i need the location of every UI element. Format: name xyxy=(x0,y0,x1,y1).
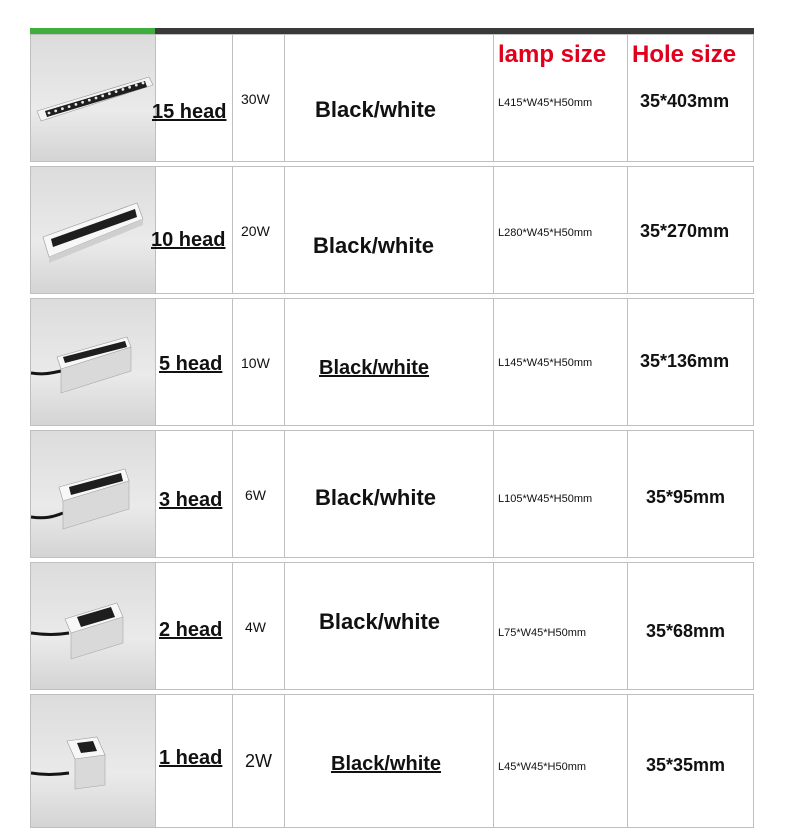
table-row xyxy=(30,166,754,294)
head-count-cell xyxy=(156,695,233,827)
hole-size-value: 35*136mm xyxy=(640,351,730,371)
hole-size-cell xyxy=(628,299,753,425)
wattage: 2W xyxy=(245,751,272,771)
led-dot xyxy=(142,82,145,85)
color-cell xyxy=(285,167,494,293)
led-dot xyxy=(61,107,64,110)
hole-size-cell xyxy=(628,695,753,827)
hole-size-value: 35*35mm xyxy=(646,755,726,775)
led-dot xyxy=(135,84,138,87)
hole-size-cell xyxy=(628,431,753,557)
head-count-cell xyxy=(152,35,233,161)
hole-size-cell xyxy=(628,167,753,293)
wattage: 10W xyxy=(241,355,270,371)
lamp-size-header: lamp size xyxy=(498,41,607,68)
lamp-size-cell xyxy=(494,35,628,161)
color-option: Black/white xyxy=(315,485,437,510)
wattage-cell xyxy=(233,695,285,827)
head-count-cell xyxy=(156,431,233,557)
product-image-cell xyxy=(31,563,156,689)
hole-size-cell xyxy=(628,35,753,161)
table-row xyxy=(30,34,754,162)
wattage: 20W xyxy=(241,223,270,239)
color-option: Black/white xyxy=(315,97,437,122)
wattage: 6W xyxy=(245,487,266,503)
hole-size-value: 35*270mm xyxy=(640,221,730,241)
color-cell xyxy=(285,35,494,161)
wattage-cell xyxy=(233,431,285,557)
lamp-size-cell xyxy=(494,563,628,689)
lamp-size-cell xyxy=(494,431,628,557)
led-dot xyxy=(115,90,118,93)
hole-size-value: 35*403mm xyxy=(640,91,730,111)
led-dot xyxy=(48,112,51,115)
head-count: 10 head xyxy=(151,229,226,251)
lamp-size-value: L45*W45*H50mm xyxy=(498,761,587,773)
color-cell xyxy=(285,299,494,425)
product-image-cell xyxy=(31,431,156,557)
lamp-size-cell xyxy=(494,167,628,293)
product-image-cell xyxy=(31,299,156,425)
wattage-cell xyxy=(233,299,285,425)
linear-lamp-2-image xyxy=(31,563,156,689)
head-count-cell xyxy=(156,563,233,689)
lamp-size-value: L280*W45*H50mm xyxy=(498,227,593,239)
product-image-cell xyxy=(31,35,156,161)
color-cell xyxy=(285,563,494,689)
linear-lamp-15-image xyxy=(31,35,156,161)
hole-size-value: 35*95mm xyxy=(646,487,726,507)
color-option: Black/white xyxy=(331,753,442,775)
lamp-size-value: L145*W45*H50mm xyxy=(498,357,593,369)
color-option: Black/white xyxy=(319,357,430,379)
wattage: 4W xyxy=(245,619,266,635)
color-cell xyxy=(285,695,494,827)
lamp-size-cell xyxy=(494,299,628,425)
table-row xyxy=(30,562,754,690)
head-count: 15 head xyxy=(152,101,227,123)
led-dot xyxy=(88,99,91,102)
led-dot xyxy=(68,105,71,108)
head-count-cell xyxy=(151,167,233,293)
wattage-cell xyxy=(233,167,285,293)
led-dot xyxy=(95,97,98,100)
head-count-cell xyxy=(156,299,233,425)
wattage-cell xyxy=(233,35,285,161)
hole-size-value: 35*68mm xyxy=(646,621,726,641)
head-count: 2 head xyxy=(159,619,223,641)
lamp-size-value: L415*W45*H50mm xyxy=(498,97,593,109)
led-dot xyxy=(81,101,84,104)
table-row xyxy=(30,298,754,426)
head-count: 3 head xyxy=(159,489,223,511)
linear-lamp-10-image xyxy=(31,167,156,293)
linear-lamp-3-image xyxy=(31,431,156,557)
lamp-size-value: L105*W45*H50mm xyxy=(498,493,593,505)
table-row xyxy=(30,430,754,558)
linear-lamp-5-image xyxy=(31,299,156,425)
led-dot xyxy=(101,95,104,98)
head-count: 5 head xyxy=(159,353,223,375)
led-dot xyxy=(108,92,111,95)
hole-size-header: Hole size xyxy=(632,41,737,68)
wattage-cell xyxy=(233,563,285,689)
led-dot xyxy=(54,110,57,113)
head-count: 1 head xyxy=(159,747,223,769)
hole-size-cell xyxy=(628,563,753,689)
product-image-cell xyxy=(31,695,156,827)
lamp-size-value: L75*W45*H50mm xyxy=(498,627,587,639)
led-dot xyxy=(75,103,78,106)
color-cell xyxy=(285,431,494,557)
led-dot xyxy=(122,88,125,91)
lamp-size-cell xyxy=(494,695,628,827)
table-row xyxy=(30,694,754,828)
product-image-cell xyxy=(31,167,156,293)
linear-lamp-1-image xyxy=(31,695,156,827)
wattage: 30W xyxy=(241,91,270,107)
color-option: Black/white xyxy=(319,609,441,634)
led-dot xyxy=(128,86,131,89)
color-option: Black/white xyxy=(313,233,435,258)
